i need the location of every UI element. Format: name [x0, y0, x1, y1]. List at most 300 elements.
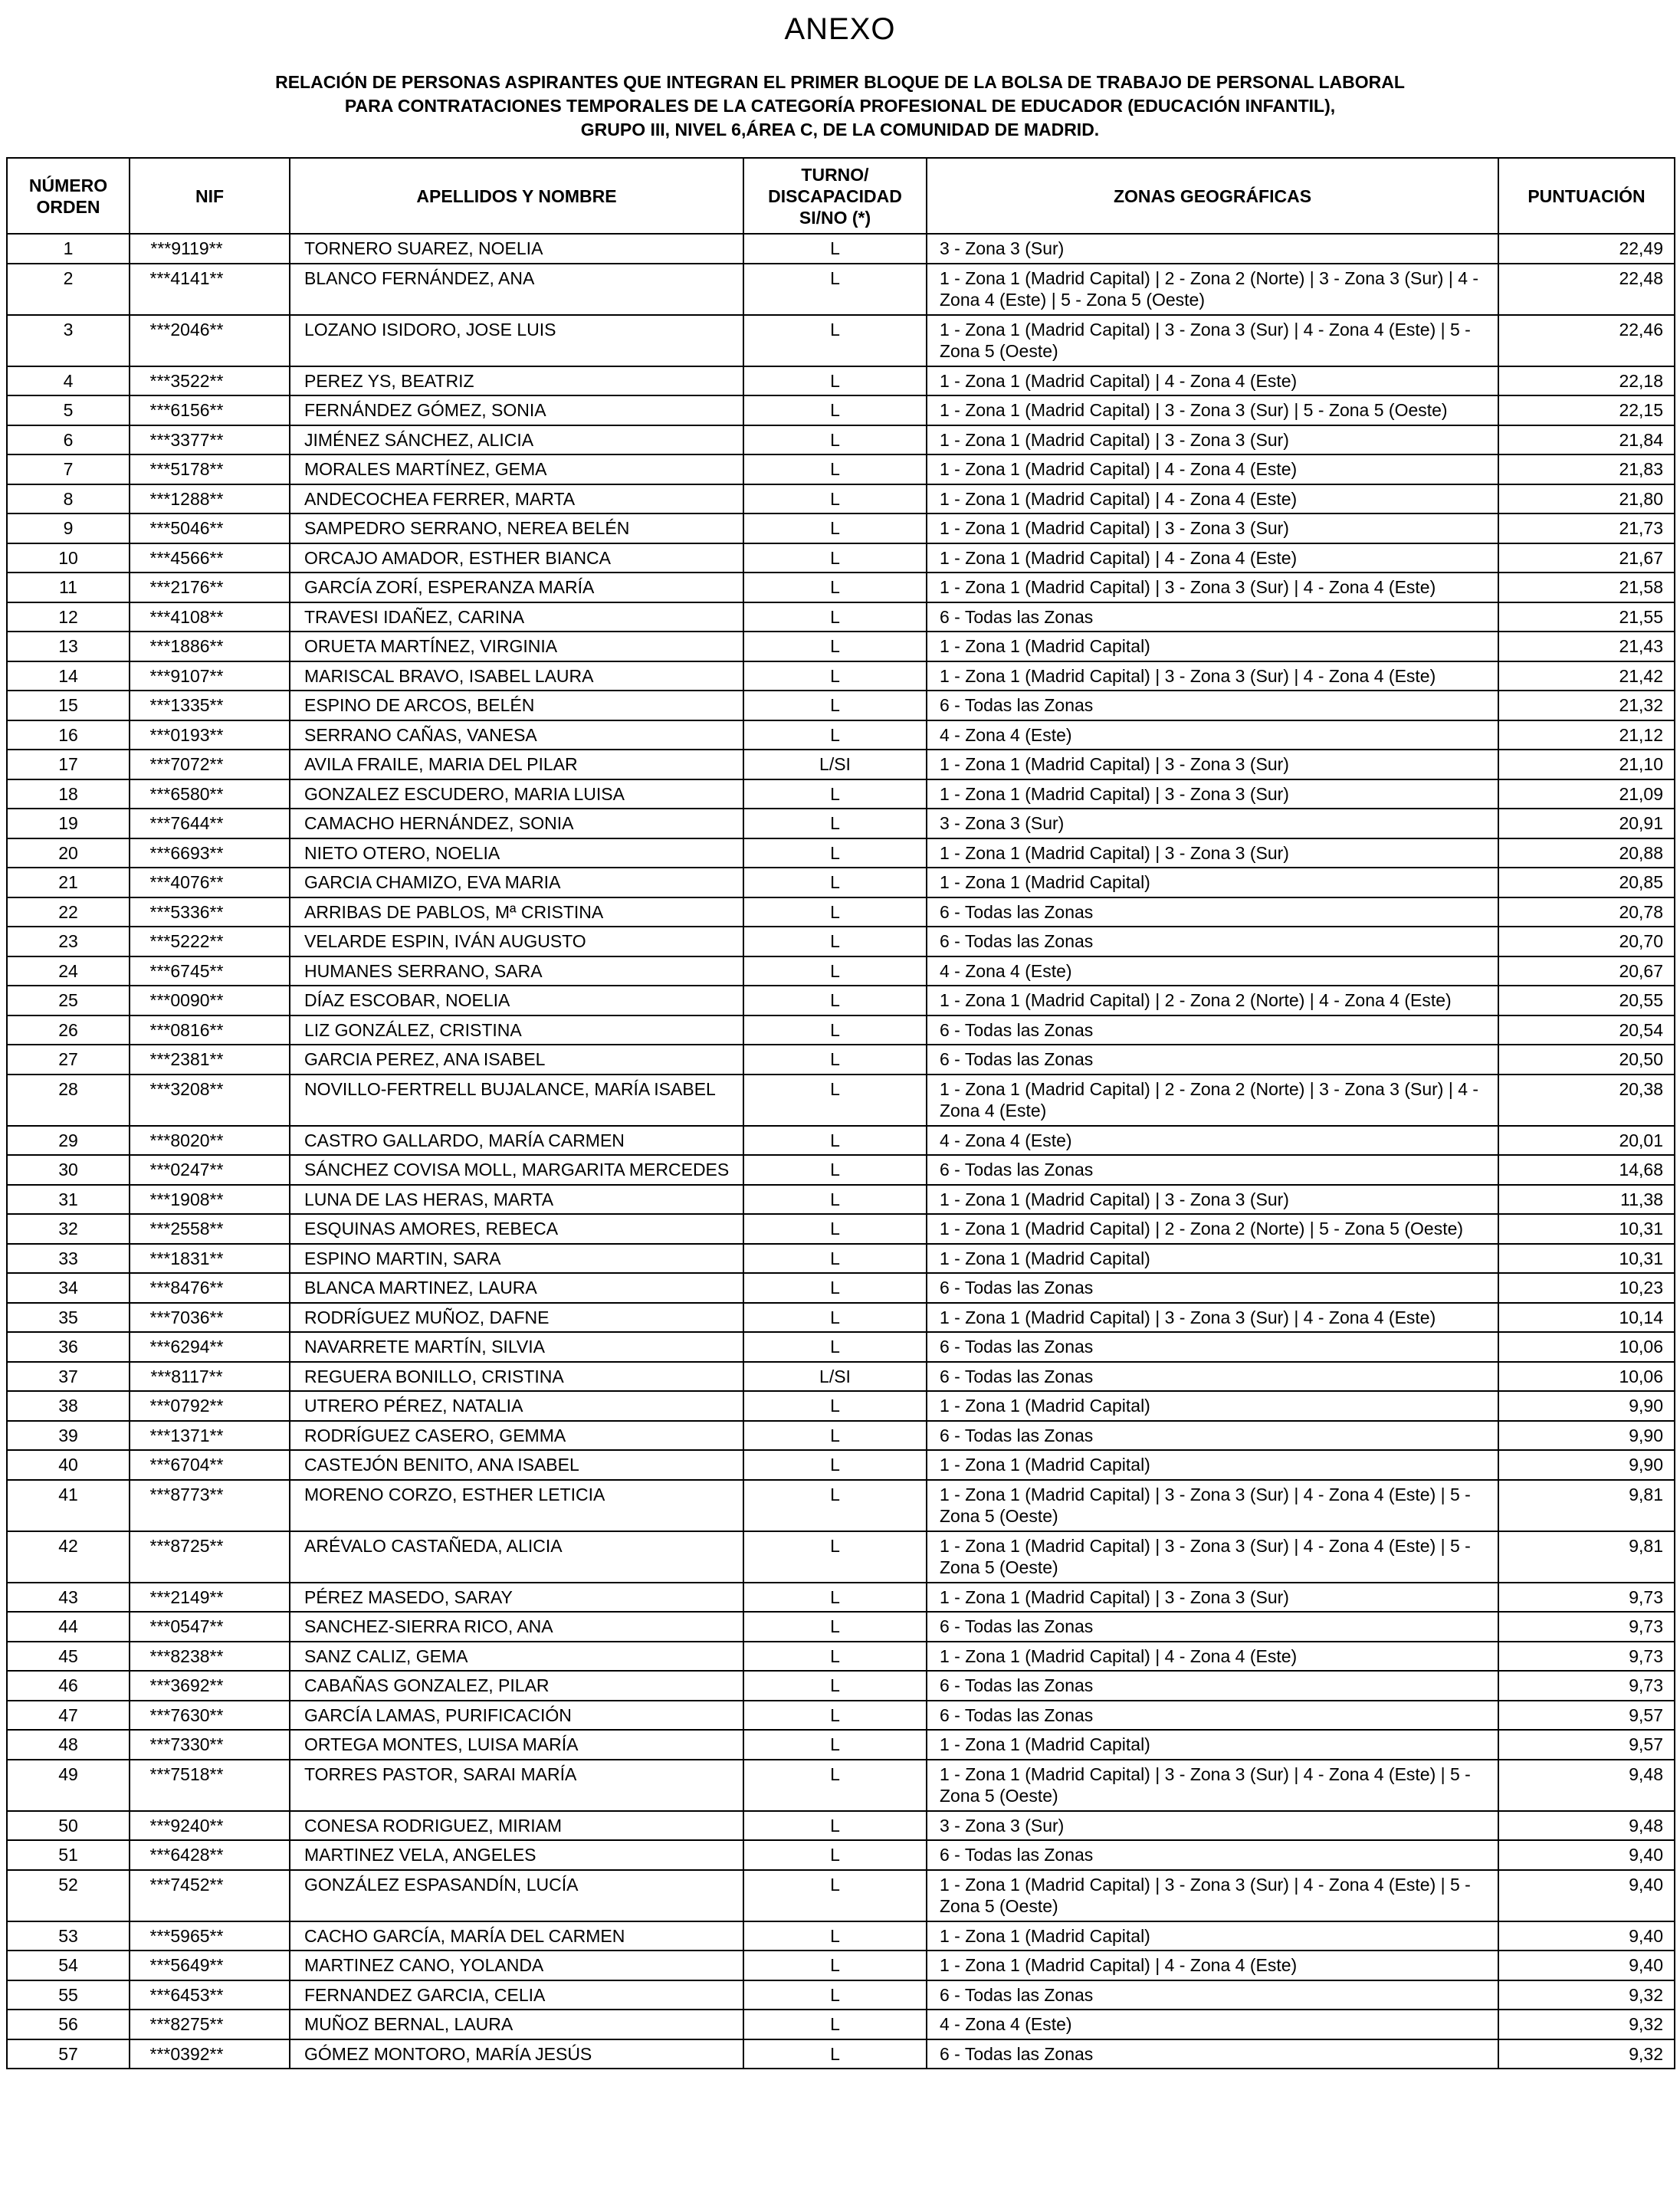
- cell-nif: ***8238**: [130, 1642, 290, 1672]
- cell-puntuacion: 10,31: [1498, 1214, 1675, 1244]
- cell-apellidos-nombre: GONZALEZ ESCUDERO, MARIA LUISA: [290, 779, 743, 809]
- cell-numero-orden: 54: [7, 1951, 130, 1980]
- cell-nif: ***7518**: [130, 1760, 290, 1811]
- cell-apellidos-nombre: RODRÍGUEZ MUÑOZ, DAFNE: [290, 1303, 743, 1333]
- cell-nif: ***0090**: [130, 986, 290, 1015]
- table-row: [7, 691, 1675, 720]
- cell-numero-orden: 28: [7, 1075, 130, 1126]
- cell-puntuacion: 21,80: [1498, 484, 1675, 514]
- table-row: [7, 1951, 1675, 1980]
- cell-turno: L: [743, 1480, 927, 1531]
- cell-turno: L: [743, 1303, 927, 1333]
- cell-zonas: 1 - Zona 1 (Madrid Capital) | 2 - Zona 2 (Norte) | 4 - Zona 4 (Este): [927, 986, 1498, 1015]
- cell-turno: L: [743, 395, 927, 425]
- cell-numero-orden: 7: [7, 454, 130, 484]
- cell-turno: L: [743, 602, 927, 632]
- cell-zonas: 1 - Zona 1 (Madrid Capital) | 3 - Zona 3 (Sur) | 4 - Zona 4 (Este): [927, 1303, 1498, 1333]
- cell-nif: ***4566**: [130, 543, 290, 573]
- cell-nif: ***7452**: [130, 1870, 290, 1921]
- cell-apellidos-nombre: GONZÁLEZ ESPASANDÍN, LUCÍA: [290, 1870, 743, 1921]
- cell-nif: ***5046**: [130, 513, 290, 543]
- cell-puntuacion: 10,14: [1498, 1303, 1675, 1333]
- table-row: [7, 838, 1675, 868]
- cell-apellidos-nombre: AVILA FRAILE, MARIA DEL PILAR: [290, 750, 743, 779]
- cell-apellidos-nombre: CASTRO GALLARDO, MARÍA CARMEN: [290, 1126, 743, 1156]
- cell-apellidos-nombre: NOVILLO-FERTRELL BUJALANCE, MARÍA ISABEL: [290, 1075, 743, 1126]
- table-row: [7, 543, 1675, 573]
- cell-puntuacion: 20,54: [1498, 1015, 1675, 1045]
- cell-puntuacion: 20,85: [1498, 868, 1675, 897]
- cell-zonas: 1 - Zona 1 (Madrid Capital): [927, 1244, 1498, 1274]
- cell-puntuacion: 21,73: [1498, 513, 1675, 543]
- cell-turno: L: [743, 1730, 927, 1760]
- cell-nif: ***5178**: [130, 454, 290, 484]
- cell-puntuacion: 21,09: [1498, 779, 1675, 809]
- header-numero-orden: [7, 158, 130, 234]
- cell-apellidos-nombre: SANCHEZ-SIERRA RICO, ANA: [290, 1612, 743, 1642]
- cell-nif: ***8275**: [130, 2010, 290, 2039]
- cell-turno: L: [743, 1045, 927, 1075]
- table-row: [7, 1531, 1675, 1583]
- cell-puntuacion: 9,48: [1498, 1760, 1675, 1811]
- cell-numero-orden: 16: [7, 720, 130, 750]
- cell-numero-orden: 6: [7, 425, 130, 455]
- cell-nif: ***0816**: [130, 1015, 290, 1045]
- cell-numero-orden: 21: [7, 868, 130, 897]
- cell-turno: L: [743, 1760, 927, 1811]
- cell-nif: ***6294**: [130, 1332, 290, 1362]
- cell-nif: ***2176**: [130, 573, 290, 602]
- cell-apellidos-nombre: SAMPEDRO SERRANO, NEREA BELÉN: [290, 513, 743, 543]
- header-discapacidad-line: DISCAPACIDAD: [768, 185, 902, 206]
- cell-apellidos-nombre: PÉREZ MASEDO, SARAY: [290, 1583, 743, 1613]
- table-row: [7, 1811, 1675, 1841]
- cell-puntuacion: 9,40: [1498, 1951, 1675, 1980]
- cell-zonas: 6 - Todas las Zonas: [927, 1980, 1498, 2010]
- cell-numero-orden: 2: [7, 264, 130, 315]
- cell-puntuacion: 20,38: [1498, 1075, 1675, 1126]
- cell-nif: ***3208**: [130, 1075, 290, 1126]
- table-row: [7, 484, 1675, 514]
- cell-apellidos-nombre: TORNERO SUAREZ, NOELIA: [290, 234, 743, 264]
- cell-puntuacion: 9,32: [1498, 2039, 1675, 2069]
- cell-apellidos-nombre: ANDECOCHEA FERRER, MARTA: [290, 484, 743, 514]
- cell-zonas: 1 - Zona 1 (Madrid Capital) | 4 - Zona 4 (Este): [927, 454, 1498, 484]
- table-row: [7, 632, 1675, 661]
- cell-zonas: 6 - Todas las Zonas: [927, 602, 1498, 632]
- cell-turno: L: [743, 1015, 927, 1045]
- cell-numero-orden: 44: [7, 1612, 130, 1642]
- cell-zonas: 1 - Zona 1 (Madrid Capital) | 3 - Zona 3 (Sur): [927, 750, 1498, 779]
- cell-numero-orden: 29: [7, 1126, 130, 1156]
- cell-turno: L: [743, 543, 927, 573]
- cell-zonas: 1 - Zona 1 (Madrid Capital) | 2 - Zona 2 (Norte) | 5 - Zona 5 (Oeste): [927, 1214, 1498, 1244]
- cell-apellidos-nombre: HUMANES SERRANO, SARA: [290, 956, 743, 986]
- table-row: [7, 1126, 1675, 1156]
- cell-turno: L: [743, 1921, 927, 1951]
- table-row: [7, 1921, 1675, 1951]
- cell-zonas: 1 - Zona 1 (Madrid Capital) | 2 - Zona 2 (Norte) | 3 - Zona 3 (Sur) | 4 - Zona 4 (Este): [927, 1075, 1498, 1126]
- table-row: [7, 1244, 1675, 1274]
- cell-nif: ***8773**: [130, 1480, 290, 1531]
- table-row: [7, 1015, 1675, 1045]
- cell-turno: L: [743, 632, 927, 661]
- cell-numero-orden: 56: [7, 2010, 130, 2039]
- cell-zonas: 1 - Zona 1 (Madrid Capital): [927, 1450, 1498, 1480]
- cell-zonas: 1 - Zona 1 (Madrid Capital) | 2 - Zona 2 (Norte) | 3 - Zona 3 (Sur) | 4 - Zona 4 (Este) | 5 - Zona 5 (Oeste): [927, 264, 1498, 315]
- cell-numero-orden: 25: [7, 986, 130, 1015]
- cell-numero-orden: 4: [7, 366, 130, 396]
- cell-nif: ***8020**: [130, 1126, 290, 1156]
- cell-zonas: 4 - Zona 4 (Este): [927, 2010, 1498, 2039]
- cell-numero-orden: 35: [7, 1303, 130, 1333]
- table-row: [7, 366, 1675, 396]
- cell-apellidos-nombre: NIETO OTERO, NOELIA: [290, 838, 743, 868]
- cell-nif: ***0193**: [130, 720, 290, 750]
- cell-numero-orden: 22: [7, 897, 130, 927]
- cell-nif: ***2381**: [130, 1045, 290, 1075]
- cell-numero-orden: 19: [7, 809, 130, 838]
- cell-numero-orden: 10: [7, 543, 130, 573]
- cell-puntuacion: 10,31: [1498, 1244, 1675, 1274]
- cell-turno: L: [743, 573, 927, 602]
- cell-apellidos-nombre: BLANCA MARTINEZ, LAURA: [290, 1273, 743, 1303]
- cell-turno: L/SI: [743, 750, 927, 779]
- cell-apellidos-nombre: MUÑOZ BERNAL, LAURA: [290, 2010, 743, 2039]
- cell-zonas: 4 - Zona 4 (Este): [927, 720, 1498, 750]
- cell-turno: L: [743, 2010, 927, 2039]
- cell-apellidos-nombre: GARCIA PEREZ, ANA ISABEL: [290, 1045, 743, 1075]
- cell-numero-orden: 30: [7, 1155, 130, 1185]
- cell-nif: ***6693**: [130, 838, 290, 868]
- cell-numero-orden: 49: [7, 1760, 130, 1811]
- cell-apellidos-nombre: CASTEJÓN BENITO, ANA ISABEL: [290, 1450, 743, 1480]
- cell-turno: L: [743, 1951, 927, 1980]
- cell-turno: L: [743, 234, 927, 264]
- cell-numero-orden: 53: [7, 1921, 130, 1951]
- cell-apellidos-nombre: TRAVESI IDAÑEZ, CARINA: [290, 602, 743, 632]
- cell-numero-orden: 32: [7, 1214, 130, 1244]
- cell-turno: L: [743, 1840, 927, 1870]
- cell-numero-orden: 36: [7, 1332, 130, 1362]
- header-numero-line: NÚMERO: [28, 175, 108, 195]
- cell-turno: L: [743, 1421, 927, 1451]
- table-row: [7, 1362, 1675, 1392]
- table-row: [7, 395, 1675, 425]
- cell-nif: ***1831**: [130, 1244, 290, 1274]
- cell-turno: L: [743, 1811, 927, 1841]
- header-puntuacion: PUNTUACIÓN: [1498, 158, 1675, 234]
- cell-apellidos-nombre: MORENO CORZO, ESTHER LETICIA: [290, 1480, 743, 1531]
- cell-numero-orden: 46: [7, 1671, 130, 1701]
- cell-nif: ***0247**: [130, 1155, 290, 1185]
- table-row: [7, 1642, 1675, 1672]
- header-sino-line: SI/NO (*): [799, 207, 871, 228]
- cell-zonas: 1 - Zona 1 (Madrid Capital) | 4 - Zona 4 (Este): [927, 366, 1498, 396]
- cell-nif: ***4141**: [130, 264, 290, 315]
- cell-nif: ***1335**: [130, 691, 290, 720]
- cell-numero-orden: 38: [7, 1391, 130, 1421]
- cell-numero-orden: 24: [7, 956, 130, 986]
- cell-zonas: 1 - Zona 1 (Madrid Capital) | 3 - Zona 3 (Sur): [927, 513, 1498, 543]
- cell-nif: ***3692**: [130, 1671, 290, 1701]
- header-zonas-geograficas: ZONAS GEOGRÁFICAS: [927, 158, 1498, 234]
- cell-apellidos-nombre: ORCAJO AMADOR, ESTHER BIANCA: [290, 543, 743, 573]
- cell-turno: L: [743, 513, 927, 543]
- header-turno-line: TURNO/: [801, 164, 869, 185]
- cell-turno: L: [743, 1642, 927, 1672]
- table-body: [7, 234, 1675, 2069]
- table-row: [7, 897, 1675, 927]
- cell-numero-orden: 52: [7, 1870, 130, 1921]
- cell-puntuacion: 22,46: [1498, 315, 1675, 366]
- cell-apellidos-nombre: MARISCAL BRAVO, ISABEL LAURA: [290, 661, 743, 691]
- cell-zonas: 1 - Zona 1 (Madrid Capital) | 3 - Zona 3 (Sur) | 4 - Zona 4 (Este): [927, 661, 1498, 691]
- cell-numero-orden: 51: [7, 1840, 130, 1870]
- table-row: [7, 1980, 1675, 2010]
- header-orden-line: ORDEN: [36, 196, 100, 217]
- cell-apellidos-nombre: CONESA RODRIGUEZ, MIRIAM: [290, 1811, 743, 1841]
- cell-nif: ***8117**: [130, 1362, 290, 1392]
- cell-zonas: 1 - Zona 1 (Madrid Capital) | 3 - Zona 3 (Sur): [927, 1583, 1498, 1613]
- header-nif: NIF: [130, 158, 290, 234]
- cell-puntuacion: 14,68: [1498, 1155, 1675, 1185]
- candidates-table: [6, 157, 1675, 2069]
- cell-puntuacion: 9,73: [1498, 1671, 1675, 1701]
- cell-zonas: 6 - Todas las Zonas: [927, 2039, 1498, 2069]
- cell-zonas: 6 - Todas las Zonas: [927, 1362, 1498, 1392]
- cell-apellidos-nombre: ORTEGA MONTES, LUISA MARÍA: [290, 1730, 743, 1760]
- table-row: [7, 986, 1675, 1015]
- cell-apellidos-nombre: REGUERA BONILLO, CRISTINA: [290, 1362, 743, 1392]
- cell-numero-orden: 39: [7, 1421, 130, 1451]
- cell-nif: ***2046**: [130, 315, 290, 366]
- cell-apellidos-nombre: DÍAZ ESCOBAR, NOELIA: [290, 986, 743, 1015]
- cell-nif: ***5336**: [130, 897, 290, 927]
- cell-puntuacion: 9,40: [1498, 1840, 1675, 1870]
- subtitle-line: PARA CONTRATACIONES TEMPORALES DE LA CATEGORÍA PROFESIONAL DE EDUCADOR (EDUCACIÓN INFANTIL),: [344, 96, 1336, 116]
- cell-puntuacion: 9,32: [1498, 1980, 1675, 2010]
- cell-turno: L: [743, 868, 927, 897]
- cell-puntuacion: 22,48: [1498, 264, 1675, 315]
- cell-puntuacion: 9,57: [1498, 1701, 1675, 1731]
- cell-nif: ***8476**: [130, 1273, 290, 1303]
- cell-turno: L: [743, 1450, 927, 1480]
- table-row: [7, 454, 1675, 484]
- cell-zonas: 1 - Zona 1 (Madrid Capital): [927, 1921, 1498, 1951]
- cell-turno: L: [743, 1244, 927, 1274]
- table-row: [7, 513, 1675, 543]
- cell-turno: L: [743, 1583, 927, 1613]
- cell-numero-orden: 42: [7, 1531, 130, 1583]
- cell-turno: L: [743, 809, 927, 838]
- cell-nif: ***9107**: [130, 661, 290, 691]
- cell-zonas: 6 - Todas las Zonas: [927, 1840, 1498, 1870]
- cell-puntuacion: 9,90: [1498, 1421, 1675, 1451]
- cell-nif: ***1288**: [130, 484, 290, 514]
- cell-puntuacion: 21,43: [1498, 632, 1675, 661]
- table-row: [7, 573, 1675, 602]
- cell-turno: L: [743, 264, 927, 315]
- cell-numero-orden: 26: [7, 1015, 130, 1045]
- cell-numero-orden: 5: [7, 395, 130, 425]
- cell-apellidos-nombre: GARCIA CHAMIZO, EVA MARIA: [290, 868, 743, 897]
- cell-numero-orden: 40: [7, 1450, 130, 1480]
- cell-nif: ***4108**: [130, 602, 290, 632]
- cell-turno: L: [743, 1671, 927, 1701]
- cell-nif: ***6704**: [130, 1450, 290, 1480]
- cell-zonas: 1 - Zona 1 (Madrid Capital) | 3 - Zona 3 (Sur) | 4 - Zona 4 (Este) | 5 - Zona 5 (Oeste): [927, 1870, 1498, 1921]
- document-subtitle: [0, 71, 1680, 142]
- cell-apellidos-nombre: CACHO GARCÍA, MARÍA DEL CARMEN: [290, 1921, 743, 1951]
- cell-numero-orden: 41: [7, 1480, 130, 1531]
- table-row: [7, 2039, 1675, 2069]
- cell-puntuacion: 20,88: [1498, 838, 1675, 868]
- table-row: [7, 1303, 1675, 1333]
- cell-nif: ***4076**: [130, 868, 290, 897]
- cell-apellidos-nombre: ESQUINAS AMORES, REBECA: [290, 1214, 743, 1244]
- cell-apellidos-nombre: NAVARRETE MARTÍN, SILVIA: [290, 1332, 743, 1362]
- cell-puntuacion: 10,06: [1498, 1362, 1675, 1392]
- cell-zonas: 1 - Zona 1 (Madrid Capital) | 4 - Zona 4 (Este): [927, 543, 1498, 573]
- cell-zonas: 1 - Zona 1 (Madrid Capital): [927, 632, 1498, 661]
- table-row: [7, 1214, 1675, 1244]
- table-row: [7, 1612, 1675, 1642]
- cell-puntuacion: 20,50: [1498, 1045, 1675, 1075]
- cell-apellidos-nombre: CAMACHO HERNÁNDEZ, SONIA: [290, 809, 743, 838]
- annex-title: ANEXO: [784, 12, 896, 46]
- cell-nif: ***1908**: [130, 1185, 290, 1215]
- cell-numero-orden: 14: [7, 661, 130, 691]
- table-header-row: [7, 158, 1675, 234]
- cell-numero-orden: 18: [7, 779, 130, 809]
- cell-zonas: 4 - Zona 4 (Este): [927, 1126, 1498, 1156]
- cell-zonas: 6 - Todas las Zonas: [927, 1612, 1498, 1642]
- cell-puntuacion: 21,67: [1498, 543, 1675, 573]
- cell-puntuacion: 9,81: [1498, 1480, 1675, 1531]
- cell-apellidos-nombre: VELARDE ESPIN, IVÁN AUGUSTO: [290, 927, 743, 956]
- cell-turno: L: [743, 1980, 927, 2010]
- cell-puntuacion: 22,15: [1498, 395, 1675, 425]
- cell-zonas: 1 - Zona 1 (Madrid Capital) | 3 - Zona 3 (Sur): [927, 779, 1498, 809]
- cell-apellidos-nombre: GARCÍA LAMAS, PURIFICACIÓN: [290, 1701, 743, 1731]
- cell-puntuacion: 9,81: [1498, 1531, 1675, 1583]
- table-row: [7, 425, 1675, 455]
- cell-zonas: 3 - Zona 3 (Sur): [927, 1811, 1498, 1841]
- cell-zonas: 1 - Zona 1 (Madrid Capital) | 3 - Zona 3 (Sur) | 4 - Zona 4 (Este) | 5 - Zona 5 (Oeste): [927, 1760, 1498, 1811]
- cell-puntuacion: 21,42: [1498, 661, 1675, 691]
- cell-nif: ***7072**: [130, 750, 290, 779]
- cell-nif: ***3522**: [130, 366, 290, 396]
- cell-zonas: 1 - Zona 1 (Madrid Capital) | 3 - Zona 3 (Sur) | 4 - Zona 4 (Este) | 5 - Zona 5 (Oeste): [927, 315, 1498, 366]
- cell-zonas: 6 - Todas las Zonas: [927, 1671, 1498, 1701]
- cell-numero-orden: 45: [7, 1642, 130, 1672]
- table-row: [7, 809, 1675, 838]
- table-row: [7, 315, 1675, 366]
- cell-apellidos-nombre: CABAÑAS GONZALEZ, PILAR: [290, 1671, 743, 1701]
- cell-apellidos-nombre: GÓMEZ MONTORO, MARÍA JESÚS: [290, 2039, 743, 2069]
- cell-apellidos-nombre: UTRERO PÉREZ, NATALIA: [290, 1391, 743, 1421]
- cell-zonas: 1 - Zona 1 (Madrid Capital) | 3 - Zona 3 (Sur) | 5 - Zona 5 (Oeste): [927, 395, 1498, 425]
- cell-numero-orden: 20: [7, 838, 130, 868]
- cell-nif: ***7644**: [130, 809, 290, 838]
- cell-zonas: 6 - Todas las Zonas: [927, 1421, 1498, 1451]
- cell-turno: L: [743, 2039, 927, 2069]
- table-row: [7, 1075, 1675, 1126]
- cell-puntuacion: 20,67: [1498, 956, 1675, 986]
- cell-zonas: 1 - Zona 1 (Madrid Capital) | 3 - Zona 3 (Sur): [927, 1185, 1498, 1215]
- cell-zonas: 3 - Zona 3 (Sur): [927, 809, 1498, 838]
- subtitle-line: GRUPO III, NIVEL 6,ÁREA C, DE LA COMUNIDAD DE MADRID.: [580, 120, 1100, 139]
- cell-apellidos-nombre: BLANCO FERNÁNDEZ, ANA: [290, 264, 743, 315]
- table-row: [7, 750, 1675, 779]
- cell-zonas: 6 - Todas las Zonas: [927, 897, 1498, 927]
- cell-apellidos-nombre: PEREZ YS, BEATRIZ: [290, 366, 743, 396]
- table-row: [7, 2010, 1675, 2039]
- table-row: [7, 1480, 1675, 1531]
- cell-zonas: 1 - Zona 1 (Madrid Capital): [927, 1730, 1498, 1760]
- table-row: [7, 1870, 1675, 1921]
- cell-turno: L: [743, 1701, 927, 1731]
- cell-numero-orden: 1: [7, 234, 130, 264]
- table-row: [7, 1583, 1675, 1613]
- cell-nif: ***5222**: [130, 927, 290, 956]
- cell-turno: L: [743, 661, 927, 691]
- cell-puntuacion: 20,91: [1498, 809, 1675, 838]
- cell-turno: L: [743, 1332, 927, 1362]
- cell-numero-orden: 34: [7, 1273, 130, 1303]
- cell-zonas: 6 - Todas las Zonas: [927, 1332, 1498, 1362]
- cell-puntuacion: 20,78: [1498, 897, 1675, 927]
- table-row: [7, 1671, 1675, 1701]
- cell-numero-orden: 27: [7, 1045, 130, 1075]
- cell-puntuacion: 9,73: [1498, 1642, 1675, 1672]
- cell-turno: L: [743, 1126, 927, 1156]
- table-row: [7, 1450, 1675, 1480]
- cell-apellidos-nombre: SERRANO CAÑAS, VANESA: [290, 720, 743, 750]
- cell-apellidos-nombre: ORUETA MARTÍNEZ, VIRGINIA: [290, 632, 743, 661]
- table-row: [7, 927, 1675, 956]
- cell-turno: L: [743, 986, 927, 1015]
- cell-zonas: 6 - Todas las Zonas: [927, 1701, 1498, 1731]
- cell-numero-orden: 55: [7, 1980, 130, 2010]
- cell-turno: L: [743, 720, 927, 750]
- table-row: [7, 1730, 1675, 1760]
- cell-zonas: 6 - Todas las Zonas: [927, 1155, 1498, 1185]
- cell-turno: L: [743, 691, 927, 720]
- cell-puntuacion: 9,32: [1498, 2010, 1675, 2039]
- cell-nif: ***6453**: [130, 1980, 290, 2010]
- cell-numero-orden: 37: [7, 1362, 130, 1392]
- cell-apellidos-nombre: FERNANDEZ GARCIA, CELIA: [290, 1980, 743, 2010]
- cell-zonas: 6 - Todas las Zonas: [927, 691, 1498, 720]
- cell-puntuacion: 22,49: [1498, 234, 1675, 264]
- cell-nif: ***6580**: [130, 779, 290, 809]
- cell-nif: ***1371**: [130, 1421, 290, 1451]
- cell-apellidos-nombre: TORRES PASTOR, SARAI MARÍA: [290, 1760, 743, 1811]
- cell-zonas: 1 - Zona 1 (Madrid Capital) | 4 - Zona 4 (Este): [927, 484, 1498, 514]
- cell-puntuacion: 21,32: [1498, 691, 1675, 720]
- cell-puntuacion: 20,55: [1498, 986, 1675, 1015]
- table-row: [7, 1701, 1675, 1731]
- table-row: [7, 1155, 1675, 1185]
- cell-numero-orden: 8: [7, 484, 130, 514]
- cell-nif: ***9240**: [130, 1811, 290, 1841]
- cell-numero-orden: 47: [7, 1701, 130, 1731]
- cell-apellidos-nombre: ARRIBAS DE PABLOS, Mª CRISTINA: [290, 897, 743, 927]
- header-apellidos-nombre: APELLIDOS Y NOMBRE: [290, 158, 743, 234]
- cell-nif: ***1886**: [130, 632, 290, 661]
